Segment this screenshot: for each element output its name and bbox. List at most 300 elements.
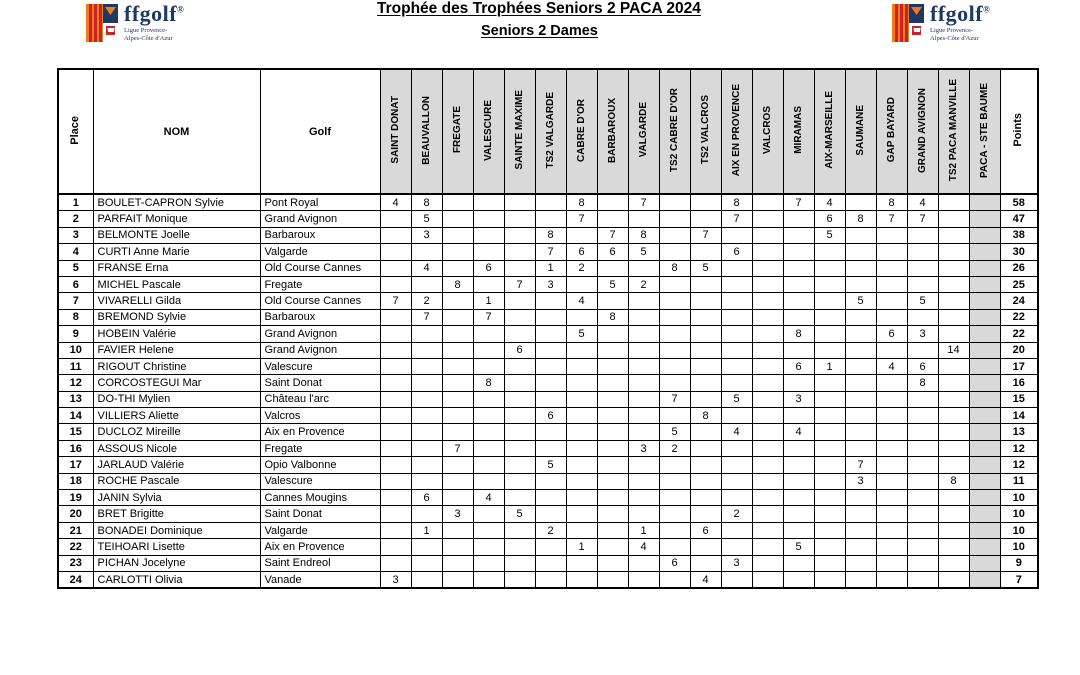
- table-header-row: [58, 69, 1038, 194]
- score-cell: [690, 342, 721, 358]
- logo-subtitle-line1: Ligue Provence-: [930, 27, 974, 34]
- ffgolf-shield-icon: [891, 3, 925, 44]
- score-cell: [783, 276, 814, 292]
- col-header-course: [504, 69, 535, 194]
- score-cell: [504, 555, 535, 571]
- score-cell: [814, 309, 845, 325]
- points-cell: 9: [1000, 555, 1038, 571]
- score-cell: [938, 408, 969, 424]
- score-cell: [473, 424, 504, 440]
- score-cell: [504, 260, 535, 276]
- score-cell: [380, 440, 411, 456]
- score-cell: [845, 276, 876, 292]
- score-cell: [876, 473, 907, 489]
- score-cell: [535, 326, 566, 342]
- points-cell: 10: [1000, 506, 1038, 522]
- score-cell: 8: [876, 194, 907, 211]
- score-cell: [442, 424, 473, 440]
- score-cell: [535, 358, 566, 374]
- golf-cell: Valcros: [260, 408, 380, 424]
- score-cell: [783, 227, 814, 243]
- score-cell: [659, 276, 690, 292]
- score-cell: [504, 293, 535, 309]
- col-header-course: [752, 69, 783, 194]
- score-cell: 8: [628, 227, 659, 243]
- score-cell: 3: [411, 227, 442, 243]
- vertical-label: SAINTE MAXIME: [513, 90, 525, 170]
- points-cell: 22: [1000, 326, 1038, 342]
- score-cell: [907, 539, 938, 555]
- score-cell: [628, 293, 659, 309]
- score-cell: [628, 358, 659, 374]
- score-cell: [504, 358, 535, 374]
- score-cell: [411, 424, 442, 440]
- score-cell: [473, 211, 504, 227]
- score-cell: 8: [690, 408, 721, 424]
- golf-cell: Saint Endreol: [260, 555, 380, 571]
- table-row: [58, 358, 1038, 374]
- score-cell: [783, 408, 814, 424]
- place-cell: 8: [58, 309, 93, 325]
- score-cell: [659, 539, 690, 555]
- score-cell: [566, 358, 597, 374]
- col-header-course: [907, 69, 938, 194]
- golf-cell: Château l'arc: [260, 391, 380, 407]
- score-cell: [783, 473, 814, 489]
- score-cell: 4: [814, 194, 845, 211]
- table-row: [58, 244, 1038, 260]
- col-header-course: [783, 69, 814, 194]
- score-cell: 4: [411, 260, 442, 276]
- score-cell: [907, 490, 938, 506]
- score-cell: [442, 227, 473, 243]
- score-cell: [876, 457, 907, 473]
- score-cell: [411, 358, 442, 374]
- score-cell: [473, 194, 504, 211]
- score-cell: [938, 490, 969, 506]
- score-cell: [721, 342, 752, 358]
- score-cell: [969, 457, 1000, 473]
- score-cell: [907, 276, 938, 292]
- score-cell: [876, 260, 907, 276]
- col-header-course: [411, 69, 442, 194]
- col-header-course: [380, 69, 411, 194]
- score-cell: [907, 440, 938, 456]
- score-cell: [969, 539, 1000, 555]
- table-row: [58, 276, 1038, 292]
- score-cell: 8: [597, 309, 628, 325]
- golf-cell: Grand Avignon: [260, 211, 380, 227]
- col-header-course: [938, 69, 969, 194]
- score-cell: 4: [473, 490, 504, 506]
- score-cell: [535, 424, 566, 440]
- golf-cell: Valescure: [260, 473, 380, 489]
- score-cell: [628, 342, 659, 358]
- col-header-course: [535, 69, 566, 194]
- score-cell: 7: [721, 211, 752, 227]
- name-cell: HOBEIN Valérie: [93, 326, 260, 342]
- table-row: [58, 260, 1038, 276]
- score-cell: [690, 293, 721, 309]
- score-cell: [473, 571, 504, 588]
- score-cell: [659, 375, 690, 391]
- score-cell: [907, 571, 938, 588]
- score-cell: [783, 571, 814, 588]
- score-cell: [969, 391, 1000, 407]
- score-cell: [442, 211, 473, 227]
- col-header-course: [814, 69, 845, 194]
- score-cell: [380, 522, 411, 538]
- score-cell: [876, 522, 907, 538]
- score-cell: [938, 194, 969, 211]
- score-cell: [690, 375, 721, 391]
- score-cell: [380, 424, 411, 440]
- score-cell: [969, 244, 1000, 260]
- score-cell: [721, 276, 752, 292]
- score-cell: [380, 490, 411, 506]
- golf-cell: Valgarde: [260, 522, 380, 538]
- score-cell: [845, 440, 876, 456]
- score-cell: [907, 309, 938, 325]
- score-cell: [938, 522, 969, 538]
- score-cell: [721, 571, 752, 588]
- score-cell: [814, 326, 845, 342]
- score-cell: [969, 490, 1000, 506]
- score-cell: [814, 391, 845, 407]
- score-cell: [969, 440, 1000, 456]
- name-cell: BOULET-CAPRON Sylvie: [93, 194, 260, 211]
- col-header-course: [969, 69, 1000, 194]
- table-row: [58, 440, 1038, 456]
- score-cell: [938, 506, 969, 522]
- score-cell: [845, 506, 876, 522]
- score-cell: [628, 211, 659, 227]
- score-cell: [907, 506, 938, 522]
- score-cell: 7: [535, 244, 566, 260]
- score-cell: [380, 375, 411, 391]
- score-cell: 1: [411, 522, 442, 538]
- score-cell: [659, 326, 690, 342]
- score-cell: [814, 457, 845, 473]
- score-cell: [380, 342, 411, 358]
- golf-cell: Cannes Mougins: [260, 490, 380, 506]
- score-cell: [566, 440, 597, 456]
- score-cell: [690, 506, 721, 522]
- score-cell: [473, 227, 504, 243]
- score-cell: [628, 408, 659, 424]
- score-cell: 8: [659, 260, 690, 276]
- score-cell: [628, 424, 659, 440]
- score-cell: [721, 457, 752, 473]
- score-cell: [845, 424, 876, 440]
- score-cell: [690, 358, 721, 374]
- score-cell: [814, 375, 845, 391]
- score-cell: [783, 457, 814, 473]
- score-cell: [411, 440, 442, 456]
- score-cell: 3: [845, 473, 876, 489]
- points-cell: 12: [1000, 457, 1038, 473]
- golf-cell: Fregate: [260, 440, 380, 456]
- score-cell: [504, 391, 535, 407]
- score-cell: 5: [690, 260, 721, 276]
- name-cell: PARFAIT Monique: [93, 211, 260, 227]
- score-cell: [969, 276, 1000, 292]
- col-header-course: [845, 69, 876, 194]
- score-cell: 8: [473, 375, 504, 391]
- score-cell: [535, 375, 566, 391]
- table-row: [58, 375, 1038, 391]
- score-cell: 1: [473, 293, 504, 309]
- score-cell: [566, 342, 597, 358]
- score-cell: 4: [907, 194, 938, 211]
- score-cell: [814, 408, 845, 424]
- score-cell: 5: [535, 457, 566, 473]
- score-cell: [721, 358, 752, 374]
- place-cell: 19: [58, 490, 93, 506]
- golf-cell: Aix en Provence: [260, 539, 380, 555]
- score-cell: [628, 457, 659, 473]
- score-cell: 5: [504, 506, 535, 522]
- name-cell: ROCHE Pascale: [93, 473, 260, 489]
- score-cell: [535, 194, 566, 211]
- page-title: Trophée des Trophées Seniors 2 PACA 2024: [377, 0, 701, 17]
- score-cell: [380, 211, 411, 227]
- table-row: [58, 293, 1038, 309]
- score-cell: 7: [690, 227, 721, 243]
- score-cell: [411, 326, 442, 342]
- score-cell: [659, 211, 690, 227]
- score-cell: 7: [411, 309, 442, 325]
- score-cell: [969, 309, 1000, 325]
- score-cell: [876, 490, 907, 506]
- vertical-label: TS2 CABRE D'OR: [668, 87, 680, 173]
- score-cell: [566, 408, 597, 424]
- col-header-place: [58, 69, 93, 194]
- score-cell: [442, 408, 473, 424]
- col-header-course: [566, 69, 597, 194]
- score-cell: [721, 293, 752, 309]
- score-cell: [783, 506, 814, 522]
- score-cell: [442, 391, 473, 407]
- score-cell: [442, 571, 473, 588]
- score-cell: [783, 522, 814, 538]
- score-cell: [628, 260, 659, 276]
- place-cell: 24: [58, 571, 93, 588]
- points-cell: 12: [1000, 440, 1038, 456]
- score-cell: [442, 260, 473, 276]
- score-cell: 5: [659, 424, 690, 440]
- score-cell: [907, 342, 938, 358]
- score-cell: [938, 260, 969, 276]
- name-cell: CURTI Anne Marie: [93, 244, 260, 260]
- score-cell: [411, 506, 442, 522]
- score-cell: [659, 194, 690, 211]
- name-cell: FAVIER Helene: [93, 342, 260, 358]
- score-cell: 3: [380, 571, 411, 588]
- score-cell: [814, 539, 845, 555]
- score-cell: [597, 539, 628, 555]
- score-cell: 6: [411, 490, 442, 506]
- score-cell: 7: [380, 293, 411, 309]
- score-cell: [845, 539, 876, 555]
- score-cell: [504, 194, 535, 211]
- score-cell: [380, 391, 411, 407]
- score-cell: [566, 375, 597, 391]
- score-cell: [814, 260, 845, 276]
- score-cell: [535, 473, 566, 489]
- score-cell: [535, 490, 566, 506]
- name-cell: TEIHOARI Lisette: [93, 539, 260, 555]
- score-cell: 5: [783, 539, 814, 555]
- score-cell: [721, 539, 752, 555]
- col-header-course: [442, 69, 473, 194]
- score-cell: [597, 506, 628, 522]
- score-cell: [907, 260, 938, 276]
- score-cell: [504, 539, 535, 555]
- score-cell: [597, 457, 628, 473]
- score-cell: [504, 408, 535, 424]
- score-cell: [938, 391, 969, 407]
- score-cell: [442, 490, 473, 506]
- score-cell: [721, 490, 752, 506]
- vertical-label: GRAND AVIGNON: [916, 87, 928, 173]
- vertical-label: FREGATE: [451, 106, 463, 154]
- score-cell: [969, 342, 1000, 358]
- score-cell: [876, 293, 907, 309]
- score-cell: [969, 473, 1000, 489]
- place-cell: 15: [58, 424, 93, 440]
- score-cell: 4: [380, 194, 411, 211]
- score-cell: [969, 522, 1000, 538]
- score-cell: [380, 244, 411, 260]
- vertical-label: SAINT DONAT: [389, 96, 401, 164]
- vertical-label: AIX EN PROVENCE: [730, 83, 742, 177]
- score-cell: [504, 522, 535, 538]
- score-cell: [752, 260, 783, 276]
- score-cell: [566, 555, 597, 571]
- name-cell: FRANSE Erna: [93, 260, 260, 276]
- score-cell: [876, 342, 907, 358]
- score-cell: [597, 490, 628, 506]
- vertical-label: VALGARDE: [637, 102, 649, 158]
- score-cell: [752, 326, 783, 342]
- score-cell: 8: [721, 194, 752, 211]
- score-cell: [628, 473, 659, 489]
- score-cell: [659, 244, 690, 260]
- place-cell: 3: [58, 227, 93, 243]
- score-cell: [473, 358, 504, 374]
- score-cell: [721, 309, 752, 325]
- score-cell: [659, 506, 690, 522]
- score-cell: [845, 194, 876, 211]
- golf-cell: Barbaroux: [260, 227, 380, 243]
- place-cell: 5: [58, 260, 93, 276]
- score-cell: [876, 571, 907, 588]
- golf-cell: Pont Royal: [260, 194, 380, 211]
- table-row: [58, 539, 1038, 555]
- score-cell: [504, 211, 535, 227]
- score-cell: [752, 227, 783, 243]
- score-cell: [690, 326, 721, 342]
- score-cell: [783, 342, 814, 358]
- golf-cell: Old Course Cannes: [260, 293, 380, 309]
- table-row: [58, 424, 1038, 440]
- place-cell: 22: [58, 539, 93, 555]
- score-cell: [938, 244, 969, 260]
- score-cell: [473, 473, 504, 489]
- score-cell: [969, 194, 1000, 211]
- score-cell: [442, 457, 473, 473]
- score-cell: [473, 244, 504, 260]
- score-cell: [597, 440, 628, 456]
- score-cell: 8: [783, 326, 814, 342]
- score-cell: [504, 309, 535, 325]
- score-cell: 2: [628, 276, 659, 292]
- score-cell: 4: [721, 424, 752, 440]
- score-cell: [566, 490, 597, 506]
- results-table: [57, 68, 1039, 589]
- vertical-label: TS2 PACA MANVILLE: [947, 78, 959, 182]
- score-cell: [597, 260, 628, 276]
- score-cell: 6: [814, 211, 845, 227]
- score-cell: 6: [597, 244, 628, 260]
- score-cell: [411, 473, 442, 489]
- vertical-label: MIRAMAS: [792, 106, 804, 154]
- table-row: [58, 342, 1038, 358]
- score-cell: [690, 440, 721, 456]
- score-cell: [876, 391, 907, 407]
- col-header-nom: NOM: [93, 69, 260, 194]
- score-cell: [380, 227, 411, 243]
- vertical-label: Points: [1012, 113, 1025, 147]
- score-cell: [969, 424, 1000, 440]
- score-cell: [442, 473, 473, 489]
- score-cell: 8: [535, 227, 566, 243]
- score-cell: [473, 342, 504, 358]
- points-cell: 30: [1000, 244, 1038, 260]
- vertical-label: AIX-MARSEILLE: [823, 91, 835, 169]
- score-cell: [628, 391, 659, 407]
- score-cell: 3: [442, 506, 473, 522]
- score-cell: [752, 555, 783, 571]
- score-cell: [876, 244, 907, 260]
- score-cell: 7: [659, 391, 690, 407]
- score-cell: [907, 424, 938, 440]
- score-cell: [442, 309, 473, 325]
- score-cell: [690, 539, 721, 555]
- score-cell: [814, 342, 845, 358]
- ffgolf-logo-left: [85, 3, 184, 44]
- score-cell: [442, 375, 473, 391]
- score-cell: [845, 571, 876, 588]
- table-row: [58, 194, 1038, 211]
- score-cell: [876, 276, 907, 292]
- score-cell: 5: [721, 391, 752, 407]
- score-cell: [504, 457, 535, 473]
- score-cell: [752, 506, 783, 522]
- score-cell: [690, 276, 721, 292]
- score-cell: [969, 227, 1000, 243]
- score-cell: [690, 457, 721, 473]
- points-cell: 13: [1000, 424, 1038, 440]
- name-cell: VIVARELLI Gilda: [93, 293, 260, 309]
- score-cell: [597, 358, 628, 374]
- table-row: [58, 326, 1038, 342]
- score-cell: [380, 457, 411, 473]
- vertical-label: VALCROS: [761, 105, 773, 155]
- score-cell: [814, 424, 845, 440]
- points-cell: 14: [1000, 408, 1038, 424]
